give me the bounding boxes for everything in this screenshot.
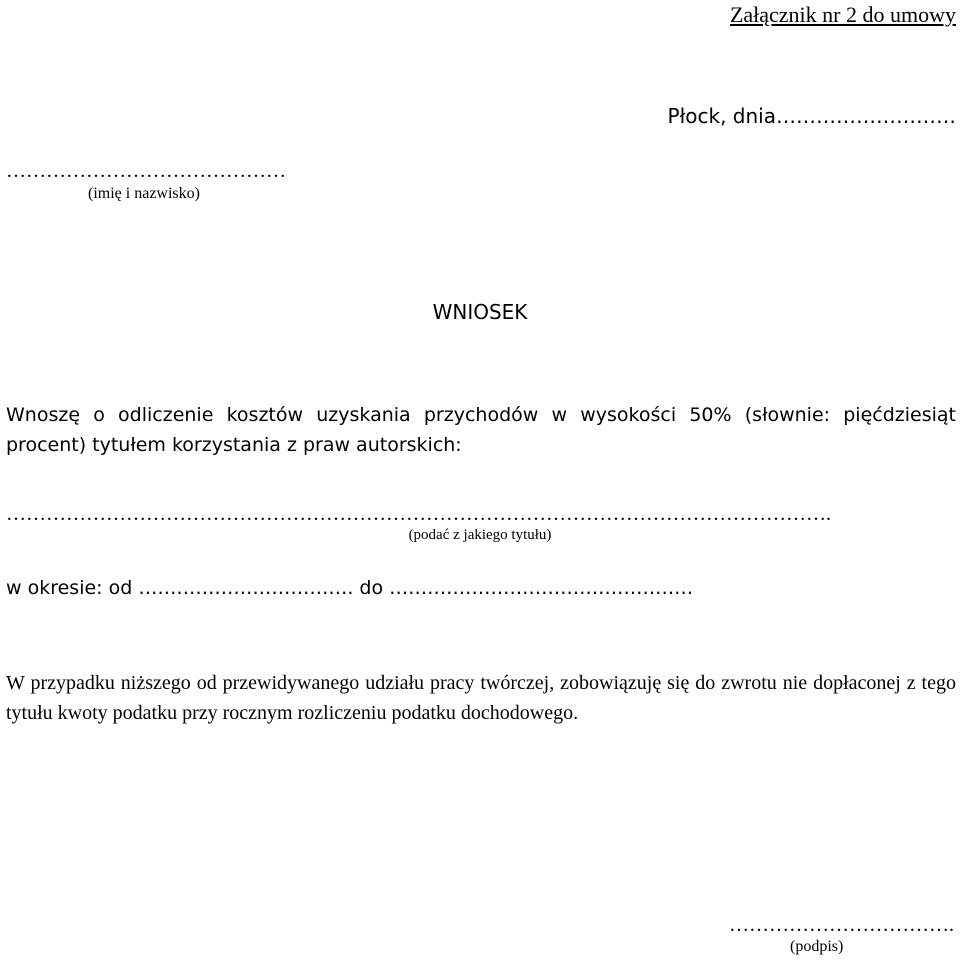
period-line: w okresie: od ……………………………. do ………………………………………… (6, 577, 694, 599)
annex-heading: Załącznik nr 2 do umowy (729, 2, 956, 27)
name-caption: (imię i nazwisko) (88, 185, 200, 202)
document-title: WNIOSEK (432, 300, 528, 324)
basis-dotted-line: ……………………………………………………………………………………………………………. (6, 503, 831, 525)
place-date-line: Płock, dnia……………………… (667, 104, 956, 128)
obligation-paragraph: W przypadku niższego od przewidywanego udziału pracy twórczej, zobowiązuję się do zwrotu nie dopłaconej z tego tytułu kwoty podatku przy rocznym rozliczeniu podatku dochodowego. (6, 672, 956, 724)
request-paragraph: Wnoszę o odliczenie kosztów uzyskania przychodów w wysokości 50% (słownie: pięćdziesiąt procent) tytułem korzystania z praw autorskich: (6, 404, 956, 456)
name-dotted-line: …………………………………… (6, 160, 286, 182)
signature-caption: (podpis) (790, 938, 844, 955)
signature-dotted-line: ……………………………. (729, 914, 954, 936)
basis-caption: (podać z jakiego tytułu) (408, 527, 552, 543)
